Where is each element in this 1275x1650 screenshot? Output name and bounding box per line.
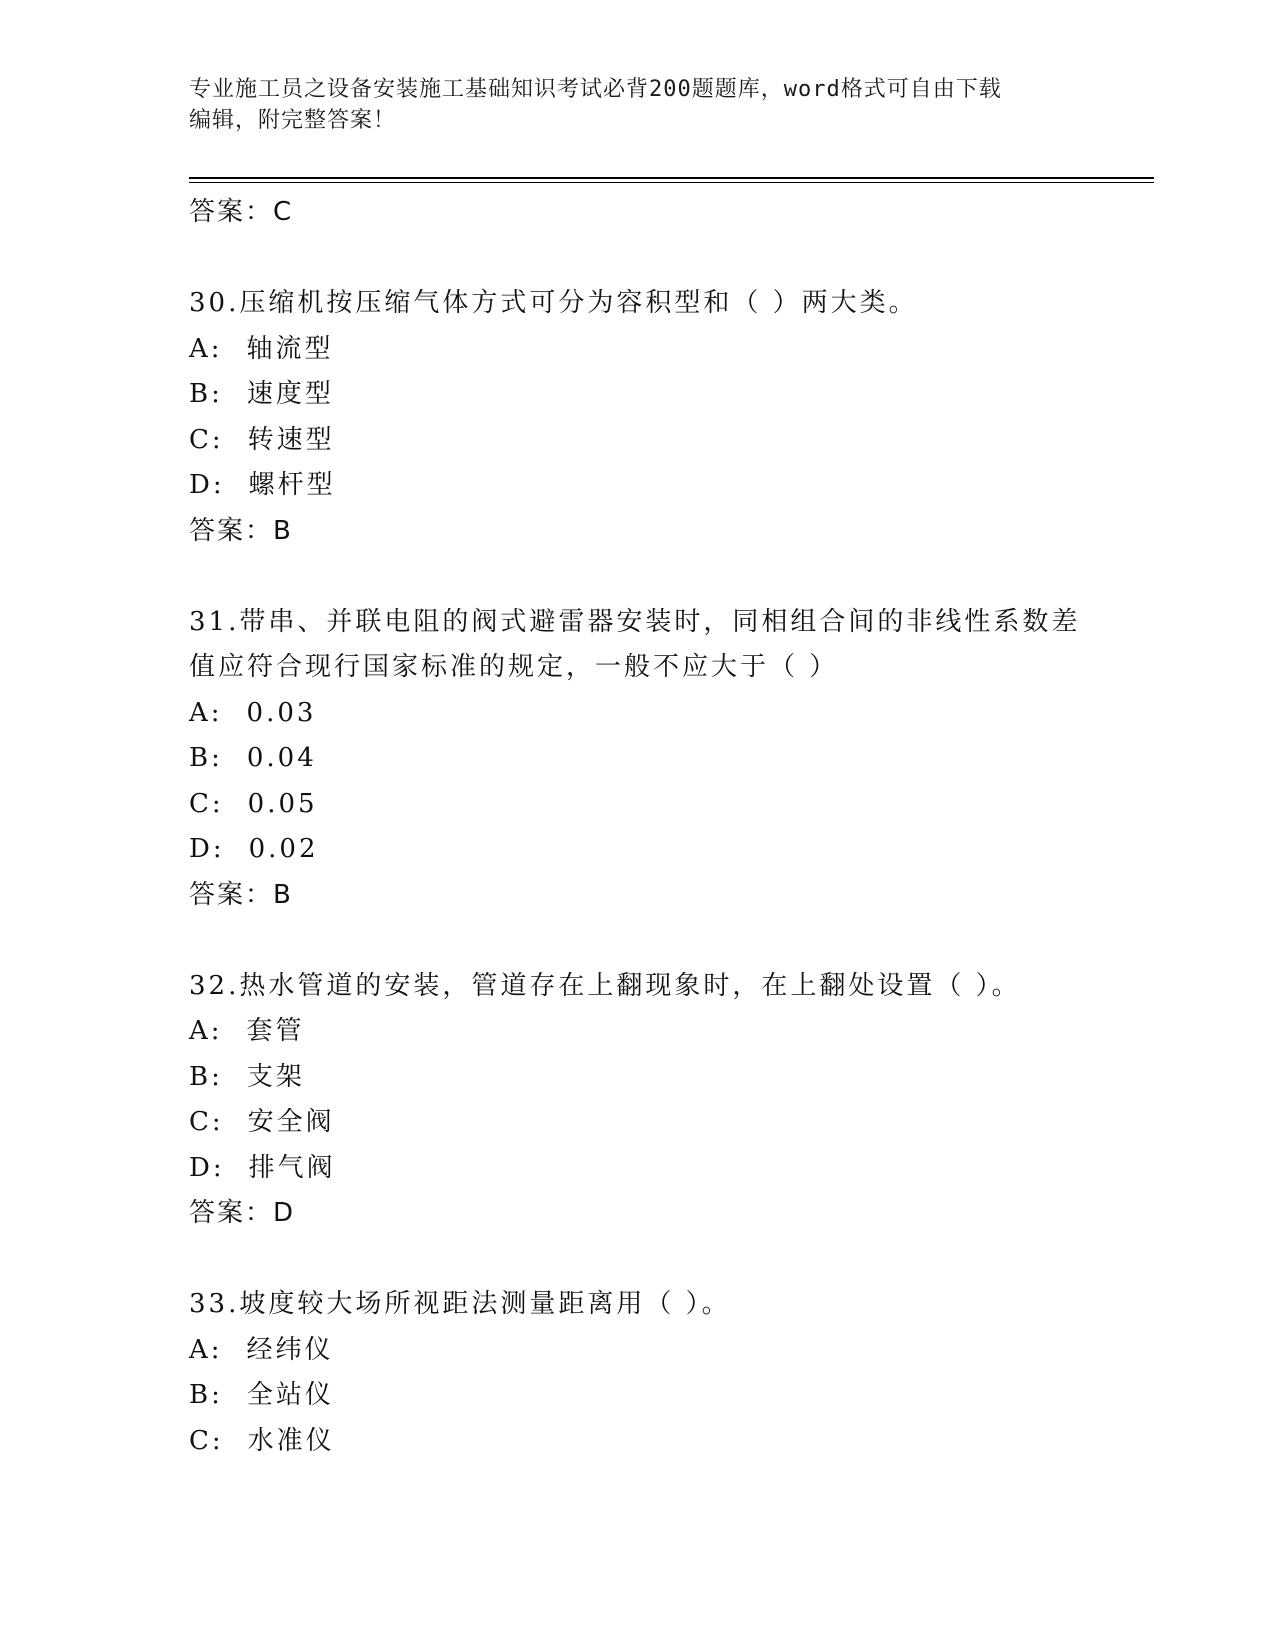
question-block	[189, 600, 1119, 919]
option-key: B:	[189, 1380, 223, 1410]
option-key: A:	[189, 1016, 223, 1046]
option-a	[189, 1328, 1119, 1374]
option-text: 水准仪	[247, 1425, 335, 1456]
option-key: B:	[189, 379, 223, 409]
option-d	[189, 463, 1119, 509]
option-c	[189, 418, 1119, 464]
option-text: 全站仪	[246, 1380, 334, 1410]
spacer	[189, 236, 1119, 282]
spacer	[189, 1237, 1119, 1283]
option-key: C:	[189, 788, 224, 819]
header-divider-thick	[189, 177, 1154, 179]
question-stem-continued: 值应符合现行国家标准的规定，一般不应大于（ ）	[189, 652, 839, 682]
option-text: 轴流型	[246, 333, 334, 364]
option-key: C:	[189, 1425, 224, 1456]
option-d	[189, 1146, 1119, 1192]
option-text: 经纬仪	[246, 1334, 334, 1365]
answer-line: 答案：B	[189, 515, 293, 546]
header-divider-thin	[189, 182, 1154, 183]
option-b	[189, 1373, 1119, 1419]
question-stem: 30.压缩机按压缩气体方式可分为容积型和（ ）两大类。	[189, 288, 918, 318]
option-a	[189, 1009, 1119, 1055]
option-text: 排气阀	[248, 1152, 336, 1183]
option-text: 安全阀	[247, 1107, 335, 1137]
option-key: D:	[189, 1152, 225, 1183]
option-c	[189, 1100, 1119, 1146]
option-key: A:	[189, 333, 223, 364]
question-stem: 31.带串、并联电阻的阀式避雷器安装时，同相组合间的非线性系数差	[189, 606, 1081, 637]
option-text: 转速型	[247, 424, 335, 455]
option-text: 0.04	[246, 743, 317, 773]
option-text: 套管	[246, 1016, 305, 1046]
option-a	[189, 691, 1119, 737]
option-a	[189, 327, 1119, 373]
header-line-2: 编辑，附完整答案！	[189, 108, 397, 133]
header-line-1: 专业施工员之设备安装施工基础知识考试必背200题题库，word格式可自由下载	[189, 77, 1002, 102]
option-key: D:	[189, 470, 225, 500]
question-block	[189, 964, 1119, 1237]
option-c	[189, 1419, 1119, 1465]
option-text: 0.02	[248, 834, 319, 864]
option-text: 0.03	[246, 697, 317, 728]
option-text: 支架	[246, 1061, 305, 1092]
option-d	[189, 827, 1119, 873]
option-text: 0.05	[247, 788, 318, 819]
option-key: C:	[189, 1107, 224, 1137]
option-c	[189, 782, 1119, 828]
option-key: A:	[189, 697, 223, 728]
document-header	[189, 74, 1089, 136]
answer-line: 答案：D	[189, 1198, 296, 1228]
option-key: B:	[189, 1061, 223, 1092]
question-stem: 32.热水管道的安装，管道存在上翻现象时，在上翻处设置（ ）。	[189, 970, 1021, 1001]
spacer	[189, 554, 1119, 600]
option-b	[189, 736, 1119, 782]
question-stem: 33.坡度较大场所视距法测量距离用（ ）。	[189, 1289, 731, 1319]
option-text: 速度型	[246, 379, 334, 409]
option-key: C:	[189, 424, 224, 455]
question-list	[189, 190, 1119, 1464]
option-text: 螺杆型	[248, 470, 336, 500]
option-key: A:	[189, 1334, 223, 1365]
option-b	[189, 1055, 1119, 1101]
option-b	[189, 372, 1119, 418]
previous-answer: 答案：C	[189, 197, 294, 227]
option-key: B:	[189, 743, 223, 773]
option-key: D:	[189, 834, 225, 864]
spacer	[189, 918, 1119, 964]
answer-line: 答案：B	[189, 879, 293, 910]
question-block	[189, 1282, 1119, 1464]
question-block	[189, 281, 1119, 554]
